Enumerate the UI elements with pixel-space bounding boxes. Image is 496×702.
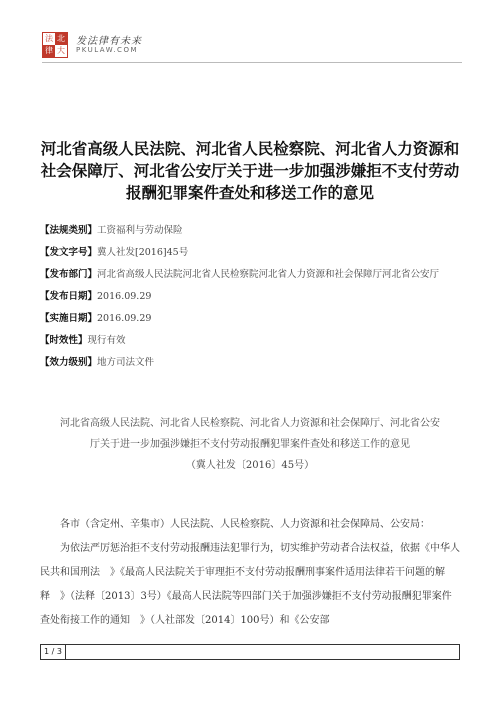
meta-row-category	[40, 222, 460, 240]
meta-value: 河北省高级人民法院河北省人民检察院河北省人力资源和社会保障厅河北省公安厅	[97, 269, 440, 280]
heading-line: 厅关于进一步加强涉嫌拒不支付劳动报酬犯罪案件查处和移送工作的意见	[90, 439, 410, 450]
meta-key: 【实施日期】	[40, 313, 98, 324]
header-divider	[42, 62, 462, 63]
meta-key: 【效力级别】	[40, 357, 98, 368]
document-number: （冀人社发〔2016〕45号）	[185, 460, 315, 471]
meta-key: 【发布日期】	[40, 291, 98, 302]
meta-value: 地方司法文件	[97, 357, 155, 368]
site-header	[42, 30, 462, 60]
meta-value: 工资福利与劳动保险	[97, 225, 183, 236]
meta-key: 【时效性】	[40, 335, 88, 346]
page-indicator: 1 / 3	[41, 645, 66, 659]
salutation: 各市（含定州、辛集市）人民法院、人民检察院、人力资源和社会保障局、公安局：	[60, 519, 430, 530]
brand-url: PKULAW.COM	[76, 46, 138, 54]
meta-key: 【发文字号】	[40, 247, 98, 258]
document-title: 河北省高级人民法院、河北省人民检察院、河北省人力资源和社会保障厅、河北省公安厅关于进一步加强涉嫌拒不支付劳动报酬犯罪案件查处和移送工作的意见	[40, 139, 460, 202]
meta-value: 冀人社发[2016]45号	[97, 247, 189, 258]
meta-row-level	[40, 354, 460, 372]
meta-row-issuer	[40, 266, 460, 284]
heading-line: 河北省高级人民法院、河北省人民检察院、河北省人力资源和社会保障厅、河北省公安	[60, 418, 440, 429]
body-paragraph: 为依法严厉惩治拒不支付劳动报酬违法犯罪行为，切实维护劳动者合法权益，依据《中华人民共和国刑法 》《最高人民法院关于审理拒不支付劳动报酬刑事案件适用法律若干问题的解释 》（法释〔2013〕3号）《最高人民法院等四部门关于加强涉嫌拒不支付劳动报酬犯罪案件查处衔接工作的通知 》（人社部发〔2014〕100号）和《公安部	[40, 543, 460, 626]
meta-row-effective-date	[40, 310, 460, 328]
metadata-list	[40, 222, 460, 376]
logo-char: 律	[45, 46, 53, 55]
document-body	[40, 513, 460, 633]
meta-key: 【发布部门】	[40, 269, 98, 280]
meta-value: 现行有效	[87, 335, 126, 346]
pkulaw-logo	[42, 32, 68, 58]
meta-key: 【法规类别】	[40, 225, 98, 236]
meta-row-publish-date	[40, 288, 460, 306]
logo-char: 法	[45, 34, 53, 43]
meta-row-doc-number	[40, 244, 460, 262]
document-heading	[40, 413, 460, 476]
meta-value: 2016.09.29	[97, 313, 152, 324]
logo-char: 大	[57, 46, 65, 55]
meta-value: 2016.09.29	[97, 291, 152, 302]
page-footer	[40, 644, 460, 660]
logo-char: 北	[57, 34, 65, 43]
brand-slogan: 发法律有未来	[76, 36, 142, 47]
meta-row-validity	[40, 332, 460, 350]
